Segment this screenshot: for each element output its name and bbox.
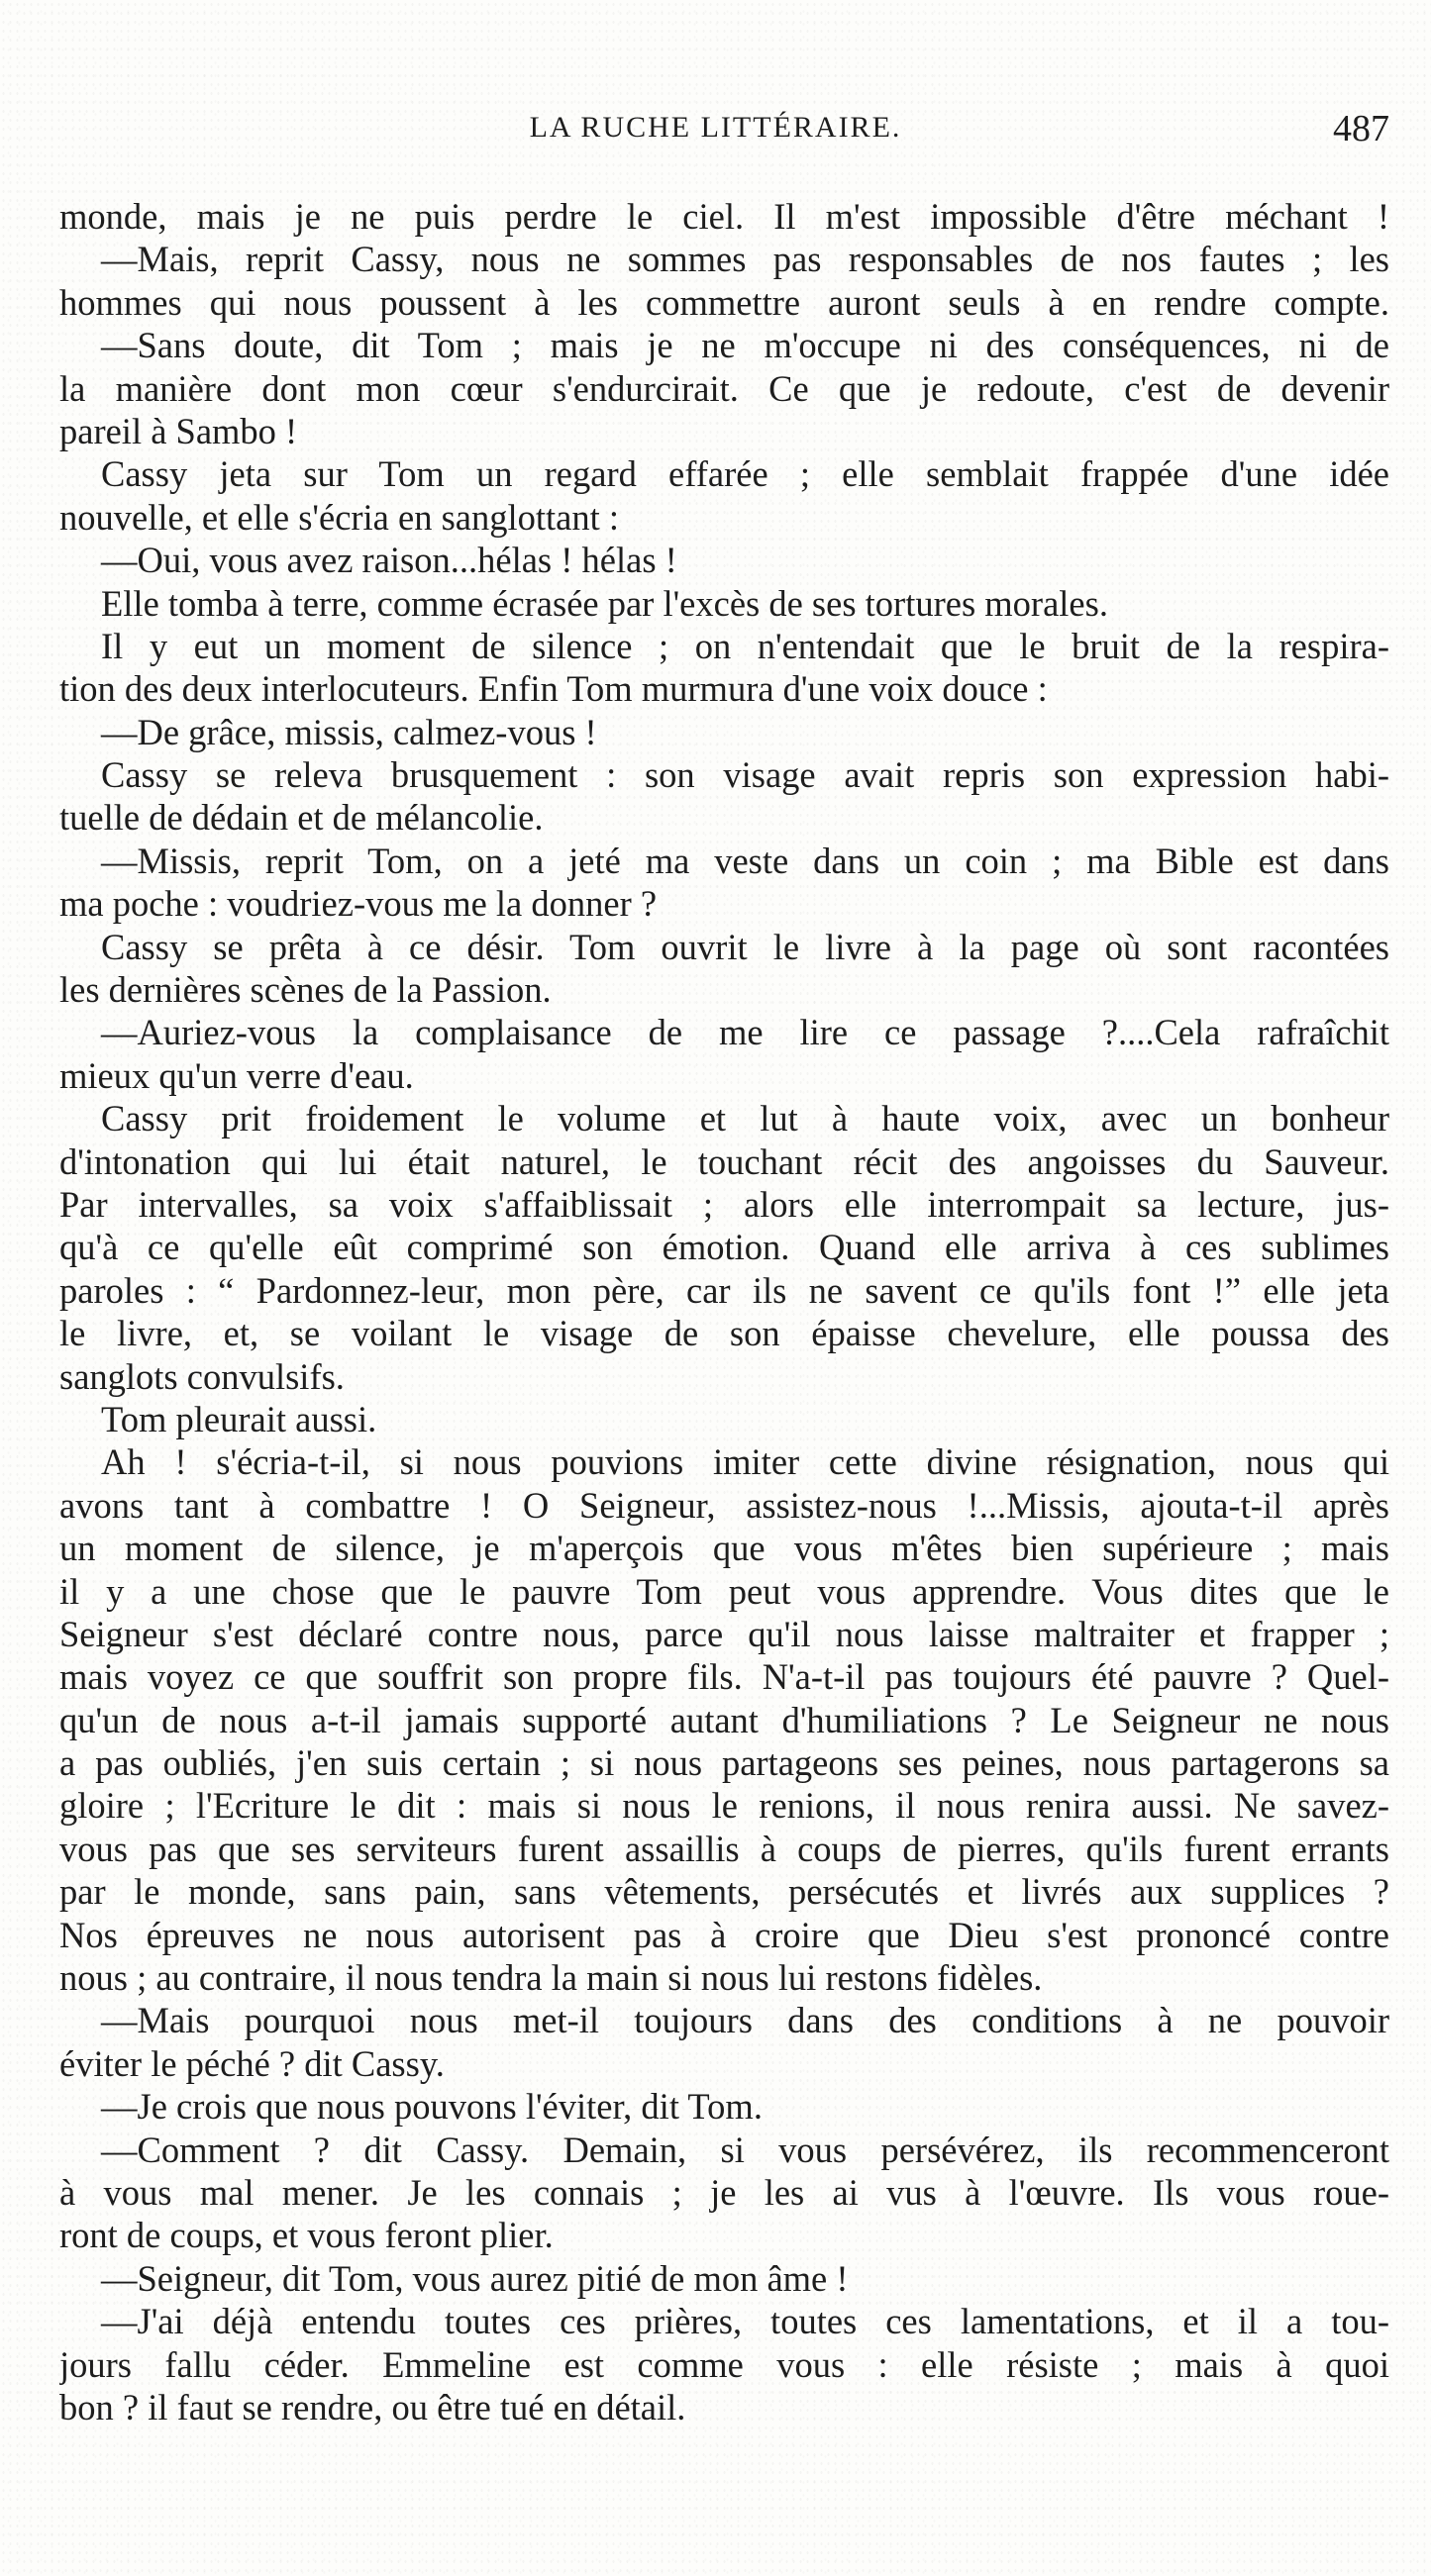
running-title: LA RUCHE LITTÉRAIRE.: [529, 111, 902, 144]
text-line: —Mais, reprit Cassy, nous ne sommes pas responsables de nos fautes ; les: [101, 239, 1389, 280]
text-line: —Mais pourquoi nous met-il toujours dans des conditions à ne pouvoir: [101, 2000, 1389, 2041]
text-line: Elle tomba à terre, comme écrasée par l'excès de ses tortures morales.: [101, 582, 1108, 624]
text-line: ront de coups, et vous feront plier.: [59, 2215, 554, 2256]
text-line: —De grâce, missis, calmez-vous !: [101, 711, 597, 752]
text-line: ma poche : voudriez-vous me la donner ?: [59, 883, 658, 925]
text-line: Par intervalles, sa voix s'affaiblissait ; alors elle interrompait sa lecture, jus-: [59, 1183, 1389, 1225]
text-line: Tom pleurait aussi.: [101, 1398, 377, 1439]
text-line: qu'un de nous a-t-il jamais supporté autant d'humiliations ? Le Seigneur ne nous: [59, 1699, 1389, 1740]
text-line: sanglots convulsifs.: [59, 1355, 345, 1397]
text-line: —Auriez-vous la complaisance de me lire ce passage ?....Cela rafraîchit: [101, 1012, 1389, 1053]
text-line: avons tant à combattre ! O Seigneur, assistez-nous !...Missis, ajouta-t-il après: [59, 1484, 1389, 1526]
page-number: 487: [1333, 108, 1389, 149]
text-line: à vous mal mener. Je les connais ; je les ai vus à l'œuvre. Ils vous roue-: [59, 2171, 1389, 2213]
text-line: la manière dont mon cœur s'endurcirait. Ce que je redoute, c'est de devenir: [59, 367, 1389, 409]
text-line: —Sans doute, dit Tom ; mais je ne m'occupe ni des conséquences, ni de: [101, 325, 1389, 366]
text-line: Cassy jeta sur Tom un regard effarée ; elle semblait frappée d'une idée: [101, 453, 1389, 495]
text-line: Cassy prit froidement le volume et lut à haute voix, avec un bonheur: [101, 1098, 1389, 1139]
text-line: Seigneur s'est déclaré contre nous, parce qu'il nous laisse maltraiter et frapper ;: [59, 1613, 1389, 1654]
text-line: mais voyez ce que souffrit son propre fils. N'a-t-il pas toujours été pauvre ? Quel-: [59, 1656, 1389, 1698]
text-line: éviter le péché ? dit Cassy.: [59, 2042, 445, 2084]
text-line: —Seigneur, dit Tom, vous aurez pitié de mon âme !: [101, 2257, 849, 2299]
text-line: il y a une chose que le pauvre Tom peut vous apprendre. Vous dites que le: [59, 1570, 1389, 1612]
body-text: [59, 195, 1389, 2428]
text-line: —Missis, reprit Tom, on a jeté ma veste dans un coin ; ma Bible est dans: [101, 840, 1389, 881]
text-line: monde, mais je ne puis perdre le ciel. Il m'est impossible d'être méchant !: [59, 196, 1389, 237]
text-line: Nos épreuves ne nous autorisent pas à croire que Dieu s'est prononcé contre: [59, 1914, 1389, 1955]
text-line: tuelle de dédain et de mélancolie.: [59, 797, 544, 839]
text-line: nous ; au contraire, il nous tendra la main si nous lui restons fidèles.: [59, 1957, 1043, 1999]
text-line: —Je crois que nous pouvons l'éviter, dit Tom.: [101, 2086, 763, 2128]
text-line: le livre, et, se voilant le visage de son épaisse chevelure, elle poussa des: [59, 1313, 1389, 1354]
text-line: —Comment ? dit Cassy. Demain, si vous persévérez, ils recommenceront: [101, 2129, 1389, 2170]
running-head: [0, 108, 1431, 160]
text-line: les dernières scènes de la Passion.: [59, 969, 552, 1011]
text-line: jours fallu céder. Emmeline est comme vous : elle résiste ; mais à quoi: [59, 2343, 1389, 2385]
text-line: qu'à ce qu'elle eût comprimé son émotion. Quand elle arriva à ces sublimes: [59, 1227, 1389, 1268]
text-line: par le monde, sans pain, sans vêtements, persécutés et livrés aux supplices ?: [59, 1871, 1389, 1913]
text-line: pareil à Sambo !: [59, 410, 298, 451]
text-line: tion des deux interlocuteurs. Enfin Tom murmura d'une voix douce :: [59, 668, 1048, 710]
text-line: Cassy se prêta à ce désir. Tom ouvrit le livre à la page où sont racontées: [101, 926, 1389, 967]
text-line: bon ? il faut se rendre, ou être tué en détail.: [59, 2386, 686, 2427]
text-line: —Oui, vous avez raison...hélas ! hélas !: [101, 540, 677, 581]
text-line: vous pas que ses serviteurs furent assaillis à coups de pierres, qu'ils furent errants: [59, 1828, 1389, 1869]
text-line: Cassy se releva brusquement : son visage avait repris son expression habi-: [101, 754, 1389, 796]
text-line: un moment de silence, je m'aperçois que vous m'êtes bien supérieure ; mais: [59, 1528, 1389, 1569]
text-line: paroles : “ Pardonnez-leur, mon père, car ils ne savent ce qu'ils font !” elle jeta: [59, 1269, 1389, 1311]
text-line: d'intonation qui lui était naturel, le touchant récit des angoisses du Sauveur.: [59, 1140, 1389, 1182]
text-line: nouvelle, et elle s'écria en sanglottant :: [59, 496, 620, 538]
text-line: a pas oubliés, j'en suis certain ; si nous partageons ses peines, nous partagerons sa: [59, 1742, 1389, 1784]
text-line: gloire ; l'Ecriture le dit : mais si nous le renions, il nous renira aussi. Ne savez-: [59, 1785, 1389, 1827]
text-line: Ah ! s'écria-t-il, si nous pouvions imiter cette divine résignation, nous qui: [101, 1441, 1389, 1483]
text-line: mieux qu'un verre d'eau.: [59, 1054, 414, 1096]
text-line: —J'ai déjà entendu toutes ces prières, toutes ces lamentations, et il a tou-: [101, 2301, 1389, 2342]
text-line: hommes qui nous poussent à les commettre auront seuls à en rendre compte.: [59, 281, 1389, 323]
text-line: Il y eut un moment de silence ; on n'entendait que le bruit de la respira-: [101, 625, 1389, 666]
